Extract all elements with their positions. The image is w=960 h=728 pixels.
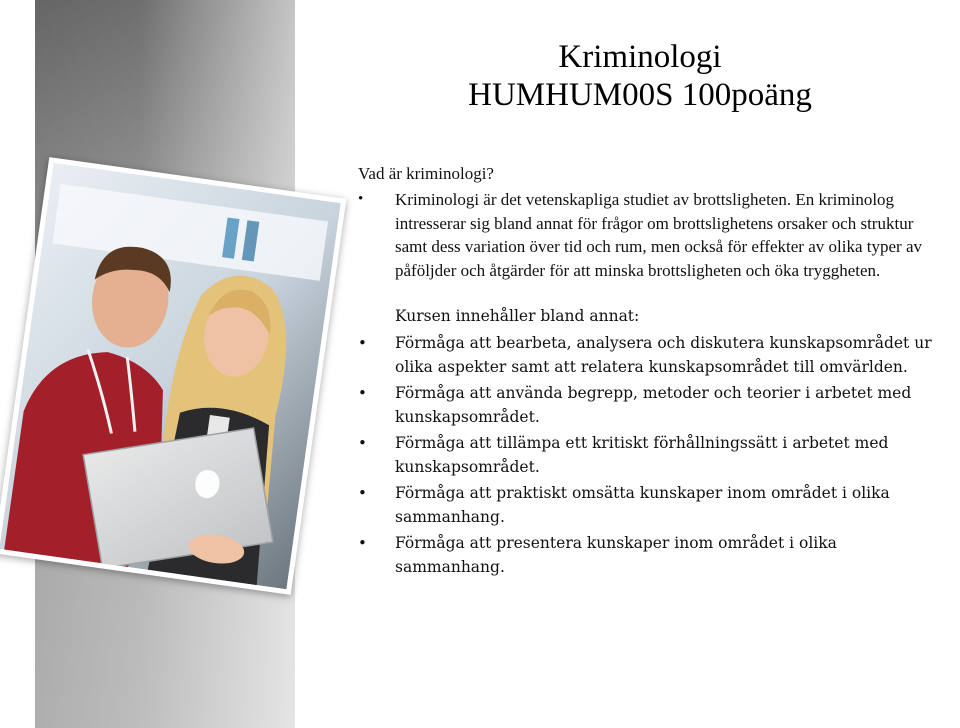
course-bullet-text: Förmåga att praktiskt omsätta kunskaper inom området i olika sammanhang. <box>395 484 890 526</box>
bullet-glyph: • <box>358 334 367 352</box>
course-heading: Kursen innehåller bland annat: <box>395 307 640 325</box>
course-bullet-text: Förmåga att bearbeta, analysera och diskutera kunskapsområdet ur olika aspekter samt att relatera kunskapsområdet till omvärlden. <box>395 334 932 376</box>
slide-content <box>358 162 938 582</box>
course-bullet-text: Förmåga att använda begrepp, metoder och teorier i arbetet med kunskapsområdet. <box>395 384 912 426</box>
bullet-glyph: • <box>358 191 364 207</box>
intro-heading: Vad är kriminologi? <box>358 164 494 183</box>
bullet-glyph: • <box>358 434 367 452</box>
photo-illustration <box>0 163 341 590</box>
intro-bullet-item <box>358 188 938 282</box>
course-bullet-item <box>358 432 938 479</box>
course-bullet-text: Förmåga att tillämpa ett kritiskt förhållningssätt i arbetet med kunskapsområdet. <box>395 434 889 476</box>
slide-title <box>360 38 920 114</box>
bullet-glyph: • <box>358 484 367 502</box>
title-line-course: Kriminologi <box>558 39 722 75</box>
bullet-glyph: • <box>358 384 367 402</box>
intro-bullet-list <box>358 188 938 282</box>
course-bullet-item <box>358 382 938 429</box>
course-bullet-item <box>358 332 938 379</box>
course-bullet-item <box>358 532 938 579</box>
title-line-code: HUMHUM00S 100poäng <box>468 77 812 113</box>
course-bullet-text: Förmåga att presentera kunskaper inom området i olika sammanhang. <box>395 534 837 576</box>
bullet-glyph: • <box>358 534 367 552</box>
intro-bullet-text: Kriminologi är det vetenskapliga studiet av brottsligheten. En kriminolog intresserar sig bland annat för frågor om brottslighetens orsaker och struktur samt dess variation över tid och rum, men också för effekter av olika typer av påföljder och åtgärder för att minska brottsligheten och öka tryggheten. <box>395 190 922 280</box>
course-bullet-item <box>358 482 938 529</box>
student-photo <box>0 157 346 595</box>
course-bullet-list <box>358 332 938 579</box>
